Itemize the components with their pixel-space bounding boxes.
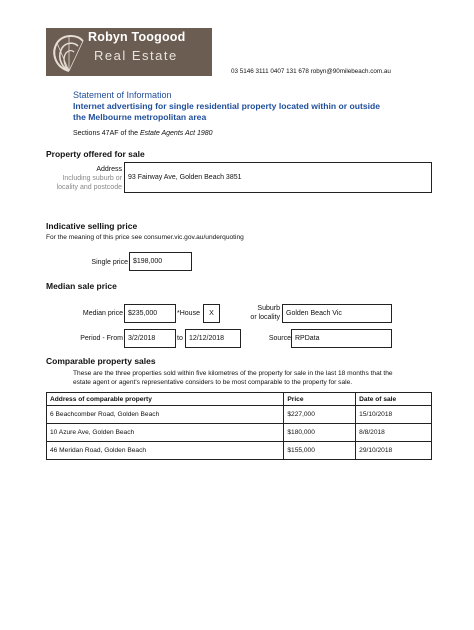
logo-name: Robyn Toogood <box>88 30 186 44</box>
indicative-note: For the meaning of this price see consumer.vic.gov.au/underquoting <box>46 234 244 241</box>
property-heading: Property offered for sale <box>46 149 145 159</box>
suburb-field[interactable]: Golden Beach Vic <box>282 304 392 323</box>
logo-subname: Real Estate <box>94 48 178 63</box>
period-from-field[interactable]: 3/2/2018 <box>124 329 176 348</box>
table-row <box>47 442 432 460</box>
comparable-note-1: These are the three properties sold within five kilometres of the property for sale in the last 18 months that the <box>73 370 393 377</box>
statement-title: Statement of Information <box>73 90 172 100</box>
col-header-price: Price <box>284 393 356 406</box>
single-price-field[interactable]: $198,000 <box>129 252 192 271</box>
period-from-label: Period - From <box>80 335 123 342</box>
single-price-label: Single price <box>91 259 128 266</box>
source-field[interactable]: RPData <box>291 329 392 348</box>
comparable-note-2: estate agent or agent's representative considers to be most comparable to the property for sale. <box>73 379 353 386</box>
row-address[interactable]: 10 Azure Ave, Golden Beach <box>47 424 284 442</box>
statement-subtitle-line1: Internet advertising for single residential property located within or outside <box>73 101 381 111</box>
shell-icon <box>49 31 89 73</box>
median-price-field[interactable]: $235,000 <box>124 304 176 323</box>
row-date[interactable]: 29/10/2018 <box>356 442 432 460</box>
indicative-heading: Indicative selling price <box>46 221 138 231</box>
median-price-label: Median price <box>82 310 123 317</box>
act-name: Estate Agents Act 1980 <box>139 130 213 137</box>
table-row <box>47 406 432 424</box>
house-checkbox[interactable]: X <box>203 304 220 323</box>
row-price[interactable]: $155,000 <box>284 442 356 460</box>
suburb-label-2: or locality <box>250 314 280 321</box>
address-hint-2: locality and postcode <box>56 184 122 191</box>
address-hint-1: Including suburb or <box>62 175 122 182</box>
period-to-field[interactable]: 12/12/2018 <box>185 329 241 348</box>
col-header-date: Date of sale <box>356 393 432 406</box>
statement-subtitle-line2: the Melbourne metropolitan area <box>73 112 207 122</box>
median-heading: Median sale price <box>46 281 117 291</box>
comparable-table <box>46 392 432 460</box>
statement-sections <box>73 130 213 137</box>
row-price[interactable]: $227,000 <box>284 406 356 424</box>
address-field[interactable]: 93 Fairway Ave, Golden Beach 3851 <box>124 162 432 193</box>
source-label: Source <box>268 335 291 342</box>
table-header-row <box>47 393 432 406</box>
sections-prefix: Sections 47AF of the <box>73 130 140 137</box>
row-date[interactable]: 8/8/2018 <box>356 424 432 442</box>
row-address[interactable]: 46 Meridan Road, Golden Beach <box>47 442 284 460</box>
property-type-label: *House <box>177 310 200 317</box>
company-logo <box>46 28 212 76</box>
col-header-address: Address of comparable property <box>47 393 284 406</box>
suburb-label-1: Suburb <box>257 305 280 312</box>
contact-details: 03 5146 3111 0407 131 678 robyn@90milebeach.com.au <box>231 68 391 75</box>
table-row <box>47 424 432 442</box>
row-price[interactable]: $180,000 <box>284 424 356 442</box>
row-date[interactable]: 15/10/2018 <box>356 406 432 424</box>
period-to-label: to <box>177 335 183 342</box>
comparable-heading: Comparable property sales <box>46 356 156 366</box>
row-address[interactable]: 6 Beachcomber Road, Golden Beach <box>47 406 284 424</box>
address-label: Address <box>96 166 122 173</box>
